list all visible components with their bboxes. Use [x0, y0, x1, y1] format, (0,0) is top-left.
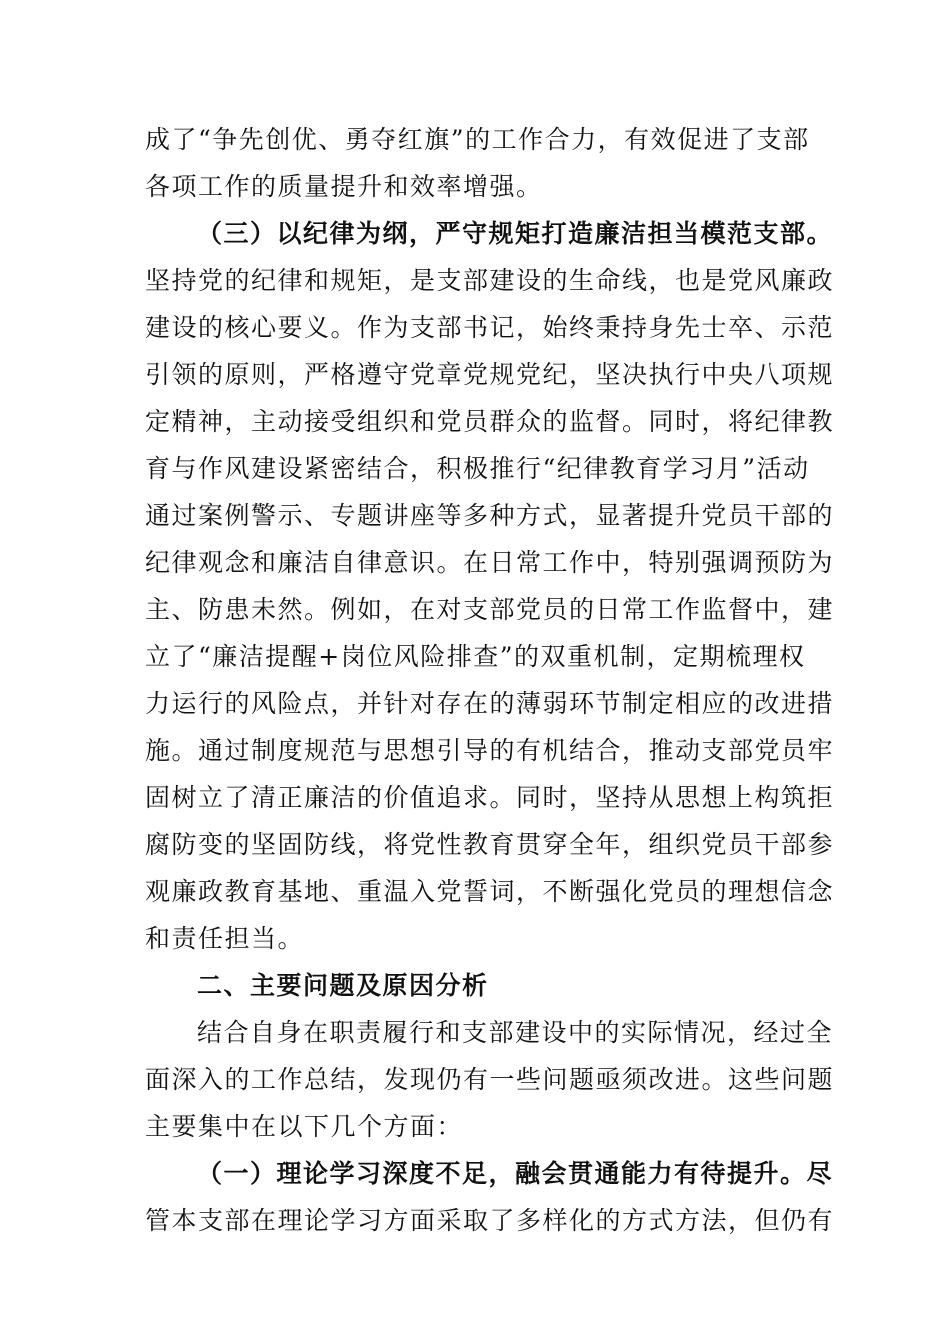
text-line: 固树立了清正廉洁的价值追求。同时，坚持从思想上构筑拒: [145, 783, 835, 812]
text-line: 各项工作的质量提升和效率增强。: [145, 172, 543, 201]
text-line: 建设的核心要义。作为支部书记，始终秉持身先士卒、示范: [145, 313, 835, 342]
text-line: 和责任担当。: [145, 924, 305, 953]
text-line: 育与作风建设紧密结合，积极推行“纪律教育学习月”活动: [145, 454, 810, 483]
section-heading-2: 二、主要问题及原因分析: [197, 971, 489, 1000]
text-line: 坚持党的纪律和规矩，是支部建设的生命线，也是党风廉政: [145, 266, 835, 295]
text-line: 腐防变的坚固防线，将党性教育贯穿全年，组织党员干部参: [145, 830, 835, 859]
document-body: [145, 116, 835, 1244]
text-line: 力运行的风险点，并针对存在的薄弱环节制定相应的改进措: [145, 689, 835, 718]
text-line: 主要集中在以下几个方面：: [145, 1112, 464, 1141]
text-line: 成了“争先创优、勇夺红旗”的工作合力，有效促进了支部: [145, 125, 810, 154]
text-line: 结合自身在职责履行和支部建设中的实际情况，经过全: [197, 1018, 834, 1047]
subheading-3: （三）以纪律为纲，严守规矩打造廉洁担当模范支部。: [197, 219, 834, 248]
text-line: 立了“廉洁提醒+岗位风险排查”的双重机制，定期梳理权: [145, 642, 806, 671]
text-line: 施。通过制度规范与思想引导的有机结合，推动支部党员牢: [145, 736, 835, 765]
text-line: 通过案例警示、专题讲座等多种方式，显著提升党员干部的: [145, 501, 835, 530]
text-line: 纪律观念和廉洁自律意识。在日常工作中，特别强调预防为: [145, 548, 835, 577]
text-line: 观廉政教育基地、重温入党誓词，不断强化党员的理想信念: [145, 877, 835, 906]
text-line: 面深入的工作总结，发现仍有一些问题亟须改进。这些问题: [145, 1065, 835, 1094]
text-line: 定精神，主动接受组织和党员群众的监督。同时，将纪律教: [145, 407, 835, 436]
text-line: 管本支部在理论学习方面采取了多样化的方式方法，但仍有: [145, 1206, 835, 1235]
subheading-1: （一）理论学习深度不足，融会贯通能力有待提升。尽: [197, 1159, 834, 1188]
text-line: 主、防患未然。例如，在对支部党员的日常工作监督中，建: [145, 595, 835, 624]
text-line: 引领的原则，严格遵守党章党规党纪，坚决执行中央八项规: [145, 360, 835, 389]
